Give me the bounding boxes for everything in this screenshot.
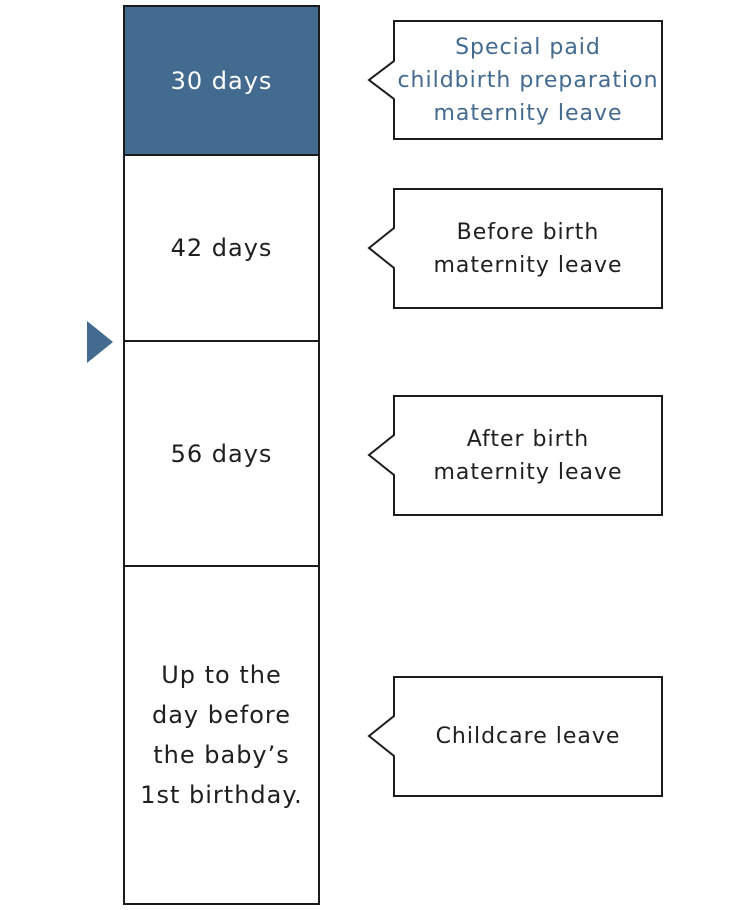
birth-marker-icon: [0, 0, 120, 384]
segment-label: Up to the day before the baby’s 1st birthday.: [140, 661, 303, 809]
timeline-segment-childcare: [123, 565, 320, 905]
segment-label: 42 days: [170, 234, 273, 262]
callout-text: After birth maternity leave: [433, 426, 623, 485]
callout-text: Before birth maternity leave: [433, 219, 623, 278]
timeline-segment-special-paid: [123, 5, 320, 156]
timeline-segment-before-birth: [123, 154, 320, 342]
callout-childcare-leave: [366, 676, 664, 797]
timeline-segment-after-birth: [123, 340, 320, 567]
callout-text: Special paid childbirth preparation maternity leave: [397, 34, 659, 126]
callout-special-paid-leave: [366, 20, 664, 140]
callout-after-birth-leave: [366, 395, 664, 516]
callout-before-birth-leave: [366, 188, 664, 309]
segment-label: 56 days: [170, 439, 273, 468]
segment-label: 30 days: [170, 66, 273, 95]
callout-text: Childcare leave: [435, 724, 621, 749]
